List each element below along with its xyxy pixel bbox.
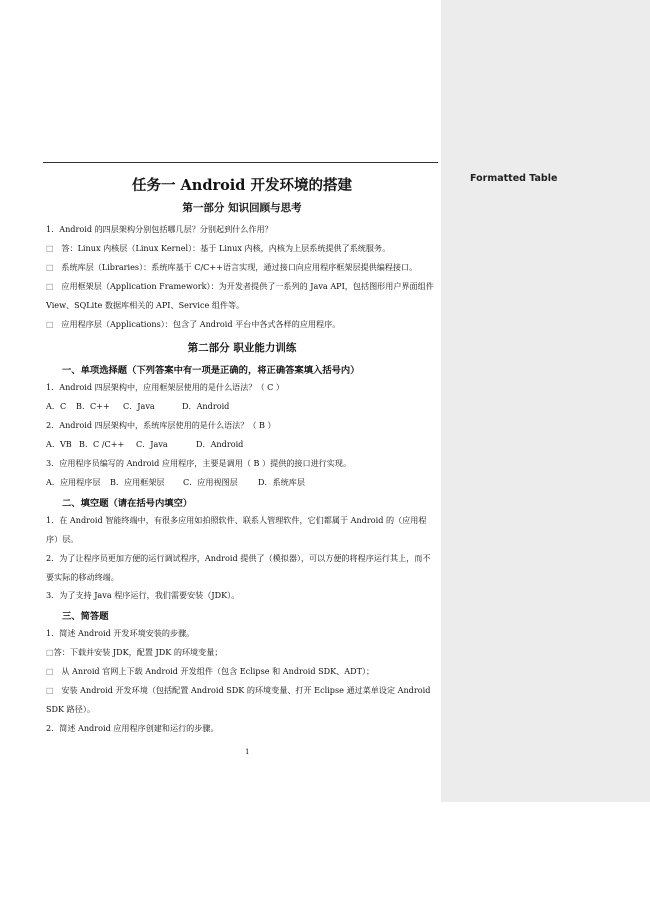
part1-bullet-text: 系统库层（Libraries）：系统库基于 C/C++语言实现，通过接口向应用程序框架层提供编程接口。 bbox=[61, 262, 418, 272]
section-heading-short-answer: 三、简答题 bbox=[62, 611, 109, 622]
section-heading-fill: 二、填空题（请在括号内填空） bbox=[62, 498, 193, 509]
choice-option: C．Java bbox=[123, 401, 155, 411]
part1-question: 1．Android 的四层架构分别包括哪几层？分别起到什么作用？ bbox=[46, 224, 273, 234]
part1-bullet bbox=[46, 319, 340, 330]
comment-pane bbox=[441, 0, 650, 802]
choice-question: 2．Android 四层架构中，系统库层使用的是什么语法？（ B ） bbox=[46, 420, 276, 430]
part1-bullet bbox=[46, 243, 390, 254]
short-answer-question: 1．简述 Android 开发环境安装的步骤。 bbox=[46, 628, 195, 638]
short-answer-bullet bbox=[46, 666, 374, 677]
page-number: 1 bbox=[245, 748, 250, 756]
choice-option: A．C bbox=[46, 401, 67, 411]
bullet-box-icon: □ bbox=[46, 666, 54, 676]
part1-bullet-continuation: View、SQLite 数据库相关的 API、Service 组件等。 bbox=[46, 300, 245, 310]
choice-option: A．VB bbox=[46, 439, 72, 449]
choice-option: A．应用程序层 bbox=[46, 477, 101, 487]
choice-options bbox=[46, 439, 243, 450]
comment-pane-label: Formatted Table bbox=[470, 173, 558, 184]
short-answer-bullet bbox=[46, 681, 436, 719]
part1-bullet-text: 应用程序层（Applications）：包含了 Android 平台中各式各样的应用程序。 bbox=[61, 319, 341, 329]
fill-item: 1．在 Android 智能终端中，有很多应用如拍照软件、联系人管理软件，它们都属于 Android 的（应用程序）层。 bbox=[46, 515, 427, 544]
answer-text: 答：下载并安装 JDK，配置 JDK 的环境变量； bbox=[53, 647, 223, 657]
bullet-box-icon: □ bbox=[46, 319, 54, 329]
choice-option: D．Android bbox=[182, 401, 230, 411]
bullet-box-icon: □ bbox=[46, 281, 54, 291]
section-heading-choice: 一、单项选择题（下列答案中有一项是正确的，将正确答案填入括号内） bbox=[62, 365, 360, 376]
choice-options bbox=[46, 477, 305, 488]
header-rule bbox=[43, 162, 438, 163]
choice-option: C．Java bbox=[136, 439, 168, 449]
choice-option: B．C++ bbox=[76, 401, 110, 411]
short-answer-lead bbox=[46, 647, 222, 658]
choice-question: 3．应用程序员编写的 Android 应用程序，主要是调用（ B ）提供的接口进行实现。 bbox=[46, 458, 352, 468]
choice-option: B．应用框架层 bbox=[110, 477, 165, 487]
choice-option: D．Android bbox=[196, 439, 244, 449]
part1-bullet-text: 应用框架层（Application Framework）：为开发者提供了一系列的 Java API，包括图形用户界面组件 bbox=[61, 281, 434, 291]
bullet-box-icon: □ bbox=[46, 647, 54, 657]
bullet-box-icon: □ bbox=[46, 685, 54, 695]
short-answer-question: 2．简述 Android 应用程序创建和运行的步骤。 bbox=[46, 723, 219, 733]
fill-item: 3．为了支持 Java 程序运行，我们需要安装（JDK）。 bbox=[46, 590, 240, 600]
choice-option: B．C /C++ bbox=[79, 439, 125, 449]
choice-option: D．系统库层 bbox=[258, 477, 305, 487]
part1-bullet bbox=[46, 281, 434, 292]
bullet-box-icon: □ bbox=[46, 243, 54, 253]
part1-heading: 第一部分 知识回顾与思考 bbox=[182, 202, 302, 214]
bullet-box-icon: □ bbox=[46, 262, 54, 272]
choice-question: 1．Android 四层架构中，应用框架层使用的是什么语法？（ C ） bbox=[46, 382, 284, 392]
task-title: 任务一 Android 开发环境的搭建 bbox=[132, 177, 352, 194]
answer-text: 安装 Android 开发环境（包括配置 Android SDK 的环境变量、打开 Eclipse 通过菜单设定 Android SDK 路径）。 bbox=[46, 685, 431, 714]
choice-options bbox=[46, 401, 229, 412]
choice-option: C．应用视图层 bbox=[183, 477, 238, 487]
part2-heading: 第二部分 职业能力训练 bbox=[187, 342, 297, 354]
part1-bullet bbox=[46, 262, 417, 273]
part1-bullet-text: 答：Linux 内核层（Linux Kernel）：基于 Linux 内核，内核为上层系统提供了系统服务。 bbox=[61, 243, 391, 253]
fill-item: 2．为了让程序员更加方便的运行调试程序，Android 提供了（模拟器），可以方便的将程序运行其上，而不要实际的移动终端。 bbox=[46, 553, 431, 582]
answer-text: 从 Anroid 官网上下载 Android 开发组件（包含 Eclipse 和 Android SDK、ADT）； bbox=[61, 666, 375, 676]
